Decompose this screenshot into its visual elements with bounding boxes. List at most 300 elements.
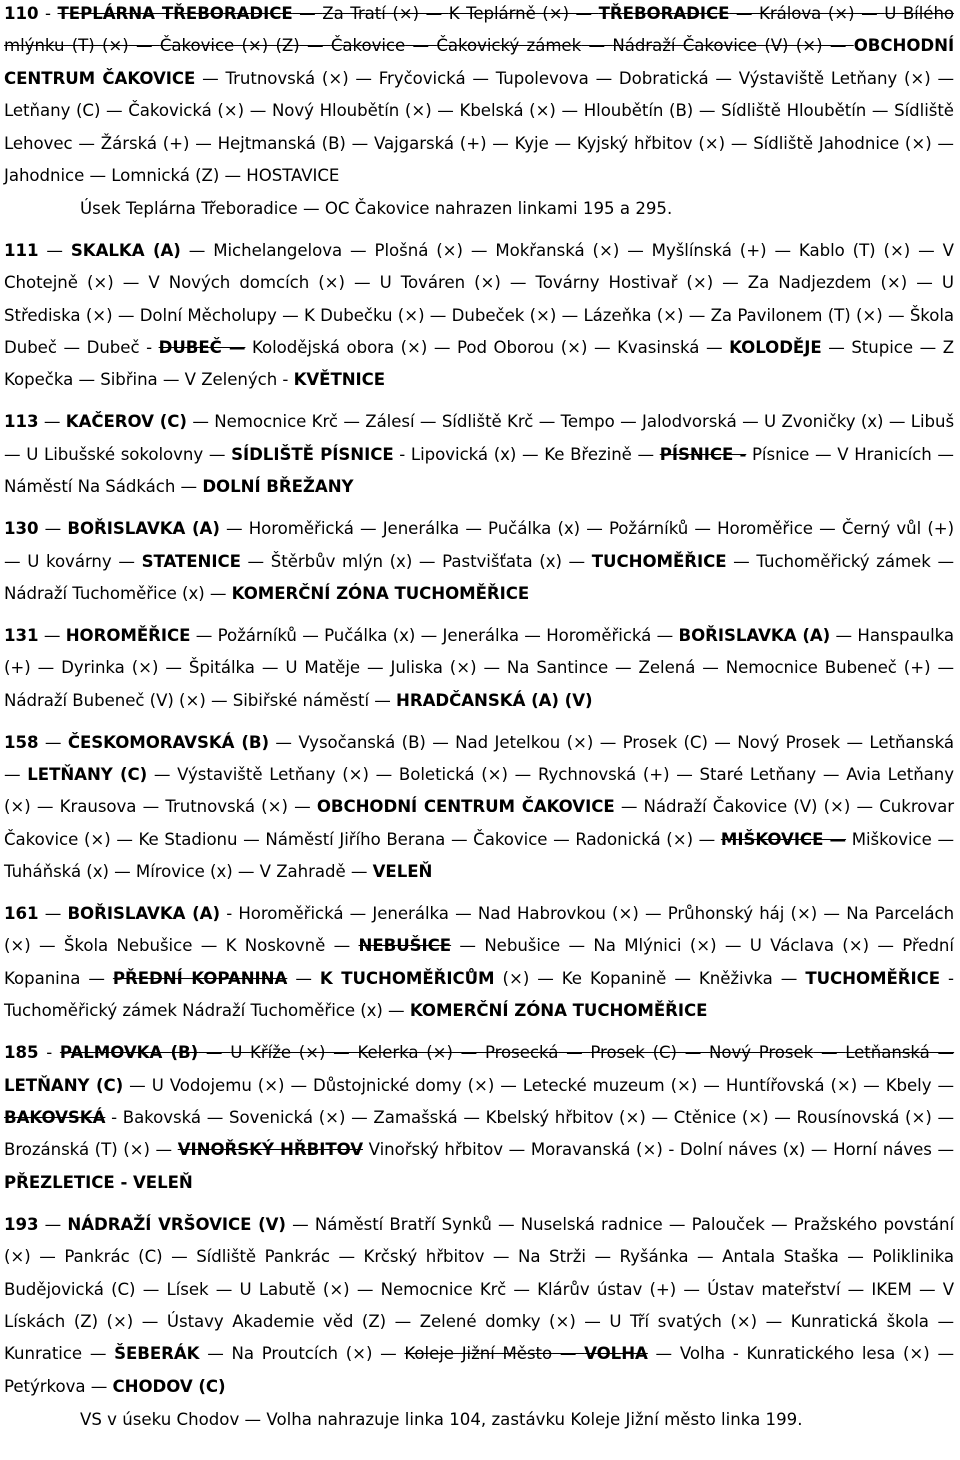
stop-name: Nad Jetelkou (×) bbox=[455, 732, 594, 752]
stop-name: Zamašská bbox=[373, 1108, 458, 1127]
separator: — bbox=[931, 1108, 955, 1127]
stop-name: Nádraží Tuchoměřice (x) bbox=[182, 1001, 383, 1021]
stop-name: Nad Habrovkou (×) bbox=[477, 904, 639, 924]
stop-name: Ke Stadionu bbox=[138, 829, 238, 849]
stop-name: U Kříže (×) bbox=[230, 1043, 326, 1063]
separator: — bbox=[476, 658, 507, 678]
separator: — bbox=[38, 904, 68, 924]
route-185 bbox=[4, 1037, 954, 1199]
stop-name: KVĚTNICE bbox=[293, 370, 386, 390]
stop-name: DOLNÍ BŘEŽANY bbox=[202, 477, 354, 497]
route-number: 193 bbox=[4, 1214, 39, 1234]
stop-name: Černý vůl (+) bbox=[841, 519, 955, 539]
separator: — bbox=[638, 904, 668, 924]
stop-name: Rousínovská (×) bbox=[796, 1108, 932, 1127]
stop-name: Jalodvorská bbox=[642, 412, 737, 432]
separator: — bbox=[548, 133, 577, 153]
stop-name: Krausova bbox=[59, 797, 137, 817]
stop-name: Letňanská bbox=[869, 732, 954, 752]
separator: — bbox=[431, 101, 460, 121]
stop-name: K Dubečku (×) bbox=[303, 305, 425, 325]
separator: — bbox=[882, 305, 910, 325]
separator: — bbox=[345, 1108, 374, 1127]
separator: — bbox=[588, 68, 619, 88]
stop-name: Čakovice (×) (Z) bbox=[159, 36, 300, 56]
separator: — bbox=[930, 658, 954, 678]
stop-name: Kbelská (×) bbox=[459, 101, 556, 121]
separator: - bbox=[220, 904, 239, 924]
stop-name: Na Mlýnici (×) bbox=[593, 936, 717, 956]
stop-name: Za Nadjezdem (×) bbox=[747, 273, 908, 293]
stop-name: Na Proutcích (×) bbox=[231, 1344, 373, 1364]
separator: — bbox=[201, 1108, 229, 1127]
separator: — bbox=[110, 829, 139, 849]
separator: — bbox=[725, 133, 754, 153]
stop-name: NEBUŠICE bbox=[358, 936, 452, 956]
separator: — bbox=[180, 240, 214, 260]
separator: — bbox=[662, 1214, 692, 1234]
separator: — bbox=[369, 690, 397, 710]
separator: — bbox=[928, 1311, 955, 1331]
separator: — bbox=[175, 477, 203, 497]
separator: — bbox=[575, 1311, 610, 1331]
separator: — bbox=[486, 133, 515, 153]
stop-name: PALMOVKA (B) bbox=[59, 1043, 199, 1063]
stop-name: VOLHA bbox=[584, 1344, 648, 1364]
separator: — bbox=[669, 764, 700, 784]
separator: — bbox=[560, 936, 594, 956]
separator: — bbox=[269, 732, 299, 752]
separator: — bbox=[4, 551, 28, 571]
separator: — bbox=[80, 968, 113, 988]
separator: - bbox=[105, 1108, 123, 1127]
separator: — bbox=[631, 444, 660, 464]
stop-name: K Teplárně (×) bbox=[448, 4, 570, 23]
separator: — bbox=[415, 625, 443, 645]
separator: — bbox=[931, 1075, 955, 1095]
stop-name: Ryšánka bbox=[619, 1247, 689, 1267]
stop-name: Sídliště Jahodnice (×) bbox=[753, 133, 932, 153]
route-note: Úsek Teplárna Třeboradice — OC Čakovice nahrazen linkami 195 a 295. bbox=[80, 198, 673, 218]
stop-name: VINOŘSKÝ HŘBITOV bbox=[177, 1140, 364, 1160]
stop-name: Hejtmanská (B) bbox=[217, 133, 346, 153]
stop-name: Vinořský hřbitov bbox=[368, 1140, 504, 1160]
stop-name: Požárníků bbox=[608, 519, 689, 539]
separator: — bbox=[189, 133, 218, 153]
stop-name: Za Tratí (×) bbox=[322, 4, 420, 23]
separator: — bbox=[561, 551, 592, 571]
stop-name: Staré Letňany bbox=[699, 764, 817, 784]
separator: — bbox=[100, 101, 129, 121]
stop-name: Rychnovská (+) bbox=[537, 764, 670, 784]
separator: — bbox=[713, 273, 748, 293]
stop-name: Čakovický zámek bbox=[436, 36, 582, 56]
separator: — bbox=[203, 444, 232, 464]
separator: — bbox=[157, 370, 185, 390]
separator: — bbox=[736, 412, 765, 432]
stop-name: U Střediska (×) bbox=[4, 273, 954, 325]
separator: — bbox=[199, 1344, 232, 1364]
stop-name: Nádraží Tuchoměřice (x) bbox=[4, 583, 205, 603]
stop-name: Kunratického lesa (×) bbox=[746, 1344, 930, 1364]
stop-name: Miškovice bbox=[851, 829, 932, 849]
separator bbox=[245, 338, 252, 357]
separator: — bbox=[296, 625, 325, 645]
stop-name: Ctěnice (×) bbox=[673, 1108, 769, 1127]
stop-name: Na Santince bbox=[506, 658, 609, 678]
separator: — bbox=[232, 862, 260, 882]
stop-name: Prosecká bbox=[484, 1043, 559, 1063]
stop-name: Koleje Jižní Město bbox=[404, 1344, 553, 1364]
stop-name: Horoměřická bbox=[238, 904, 344, 924]
stop-name: ŠEBERÁK bbox=[114, 1344, 200, 1364]
stop-name: Nebušice bbox=[484, 936, 561, 956]
stop-name: VELEŇ bbox=[372, 862, 433, 882]
separator: — bbox=[813, 1043, 846, 1063]
stop-name: KAČEROV (C) bbox=[65, 412, 187, 432]
stop-name: Jenerálka bbox=[442, 625, 519, 645]
separator: — bbox=[448, 904, 478, 924]
stop-name: Nemocnice Krč bbox=[380, 1279, 507, 1299]
separator: — bbox=[931, 1140, 955, 1160]
separator: — bbox=[4, 444, 27, 464]
route-number: 158 bbox=[4, 732, 39, 752]
stop-name: Vysočanská (B) bbox=[298, 732, 426, 752]
separator: — bbox=[292, 4, 323, 23]
stop-name: Horoměřice bbox=[717, 519, 813, 539]
separator: — bbox=[757, 1311, 791, 1331]
stop-name: PŘEDNÍ KOPANINA bbox=[112, 968, 288, 988]
separator: — bbox=[342, 240, 375, 260]
route-number: 131 bbox=[4, 625, 39, 645]
route-110 bbox=[4, 0, 954, 192]
stop-name: Sibiřské náměstí bbox=[232, 690, 370, 710]
stop-name: Stupice bbox=[851, 338, 913, 358]
stop-name: BOŘISLAVKA (A) bbox=[67, 904, 221, 924]
separator: — bbox=[329, 1247, 364, 1267]
separator: — bbox=[30, 658, 62, 678]
stop-name: Horní náves bbox=[833, 1140, 932, 1160]
stop-name: Hanspaulka (+) bbox=[4, 625, 955, 678]
separator: — bbox=[412, 551, 443, 571]
separator: — bbox=[506, 1279, 538, 1299]
separator: — bbox=[821, 338, 852, 358]
stop-name: TUCHOMĚŘICE bbox=[805, 968, 941, 988]
stop-name: Kbelský hřbitov (×) bbox=[485, 1108, 646, 1127]
separator: — bbox=[147, 764, 178, 784]
stop-name: CHODOV (C) bbox=[112, 1376, 226, 1396]
stop-name: Brozánská (T) (×) bbox=[4, 1140, 150, 1160]
separator: — bbox=[237, 829, 266, 849]
stop-name: Dobratická bbox=[618, 68, 709, 88]
stop-name: Zelené domky (×) bbox=[419, 1311, 576, 1331]
stop-name: Škola Dubeč bbox=[4, 305, 955, 358]
separator: — bbox=[869, 936, 903, 956]
stop-name: Nemocnice Bubeneč (+) bbox=[725, 658, 931, 678]
separator: — bbox=[726, 551, 757, 571]
stop-name: Továrny Hostivař (×) bbox=[535, 273, 714, 293]
separator: — bbox=[484, 1247, 518, 1267]
separator: — bbox=[840, 1279, 872, 1299]
separator: — bbox=[344, 273, 380, 293]
stop-name: TŘEBORADICE bbox=[598, 4, 730, 23]
stop-name: Kněživka bbox=[698, 968, 773, 988]
separator: — bbox=[452, 1043, 485, 1063]
stop-name: Palouček bbox=[691, 1214, 765, 1234]
separator: — bbox=[459, 519, 489, 539]
stop-name: BOŘISLAVKA (A) bbox=[67, 519, 220, 539]
stop-name: Michelangelova bbox=[213, 240, 343, 260]
separator: — bbox=[507, 764, 538, 784]
stop-name: U Továren (×) bbox=[379, 273, 501, 293]
stop-name: Sovenická (×) bbox=[229, 1108, 346, 1127]
stop-name: Tuháňská (x) bbox=[4, 862, 109, 882]
separator: — bbox=[805, 1140, 834, 1160]
separator: — bbox=[585, 1247, 620, 1267]
separator: — bbox=[558, 1043, 591, 1063]
stop-name: Kyjský hřbitov (×) bbox=[576, 133, 726, 153]
separator: — bbox=[883, 412, 911, 432]
stop-name: IKEM bbox=[871, 1279, 912, 1299]
stop-name: Kyje bbox=[514, 133, 549, 153]
separator: — bbox=[4, 764, 28, 784]
separator: — bbox=[569, 4, 599, 23]
separator: — bbox=[405, 36, 437, 56]
separator: — bbox=[190, 625, 218, 645]
stop-name: TUCHOMĚŘICE bbox=[591, 551, 727, 571]
stop-name: HRADČANSKÁ (A) (V) bbox=[396, 690, 593, 710]
separator: — bbox=[72, 133, 101, 153]
stop-name: Radonická (×) bbox=[575, 829, 693, 849]
stop-name: Boletická (×) bbox=[398, 764, 508, 784]
stop-name: K Noskovně bbox=[225, 936, 326, 956]
stop-name: Požárníků bbox=[217, 625, 297, 645]
stop-name: Pod Oborou (×) bbox=[457, 338, 588, 358]
separator: — bbox=[287, 797, 317, 817]
stop-name: K TUCHOMĚŘICŮM bbox=[319, 968, 495, 988]
stop-name: Sídliště Krč bbox=[441, 412, 534, 432]
separator: — bbox=[195, 68, 226, 88]
separator: — bbox=[284, 1075, 313, 1095]
separator: — bbox=[162, 1247, 197, 1267]
stop-name: BAKOVSKÁ bbox=[4, 1108, 106, 1127]
separator: — bbox=[518, 625, 547, 645]
stop-name: Písnice bbox=[751, 444, 810, 464]
stop-name: Čakovice bbox=[330, 36, 406, 56]
separator: - bbox=[940, 968, 954, 988]
stop-name: Tempo bbox=[560, 412, 615, 432]
separator: — bbox=[707, 732, 738, 752]
stop-name: Kunratice bbox=[4, 1344, 83, 1364]
stop-name: Bakovská bbox=[122, 1108, 202, 1127]
separator: — bbox=[693, 101, 722, 121]
separator: — bbox=[372, 1344, 405, 1364]
stop-name: V Zahradě bbox=[259, 862, 346, 882]
stop-name: Průhonský háj (×) bbox=[667, 904, 818, 924]
separator: — bbox=[84, 166, 112, 186]
separator: — bbox=[587, 338, 618, 358]
route-111 bbox=[4, 235, 954, 397]
stop-name: Žárská (+) bbox=[100, 133, 190, 153]
stop-name: Pražského povstání (×) bbox=[4, 1214, 955, 1267]
stop-name: Čakovice bbox=[473, 829, 548, 849]
separator: — bbox=[651, 625, 679, 645]
separator: — bbox=[136, 797, 166, 817]
stop-name: Pučálka (x) bbox=[324, 625, 416, 645]
separator: (×) — bbox=[494, 968, 562, 988]
stop-name: Kbely bbox=[885, 1075, 932, 1095]
separator: — bbox=[337, 412, 366, 432]
separator: — bbox=[30, 936, 64, 956]
stop-name: LETŇANY (C) bbox=[27, 764, 148, 784]
separator: — bbox=[30, 1247, 65, 1267]
separator: — bbox=[353, 519, 383, 539]
stop-name: KOMERČNÍ ZÓNA TUCHOMĚŘICE bbox=[409, 1001, 708, 1021]
route-158 bbox=[4, 727, 954, 889]
stop-name: Vajgarská (+) bbox=[373, 133, 487, 153]
stop-name: Jahodnice bbox=[4, 166, 85, 186]
separator: — bbox=[457, 1108, 486, 1127]
separator: — bbox=[866, 101, 895, 121]
separator: - bbox=[277, 370, 294, 390]
separator: — bbox=[822, 36, 854, 56]
stop-name: Dolní náves (x) bbox=[679, 1140, 806, 1160]
separator: — bbox=[929, 1344, 954, 1364]
route-number: 130 bbox=[4, 519, 39, 539]
separator: — bbox=[348, 68, 379, 88]
stop-name: Náměstí Jiřího Berana bbox=[265, 829, 446, 849]
separator: — bbox=[345, 862, 373, 882]
stop-name: Špitálka bbox=[188, 658, 255, 678]
stop-name: PÍSNICE - bbox=[659, 444, 747, 464]
separator: — bbox=[593, 732, 623, 752]
stop-name: KOLODĚJE bbox=[729, 338, 822, 358]
separator: — bbox=[619, 240, 652, 260]
separator: — bbox=[645, 1108, 674, 1127]
separator: — bbox=[135, 1279, 167, 1299]
separator: — bbox=[614, 797, 644, 817]
separator: — bbox=[254, 658, 286, 678]
stop-name: Horoměřická bbox=[248, 519, 354, 539]
stop-name: U Vodojemu (×) bbox=[151, 1075, 285, 1095]
stop-name: Za Pavilonem (T) (×) bbox=[710, 305, 883, 325]
route-131 bbox=[4, 620, 954, 717]
separator: — bbox=[910, 240, 943, 260]
separator: — bbox=[533, 412, 561, 432]
stop-name: Sídliště Pankrác bbox=[196, 1247, 330, 1267]
stop-name: U Zvoničky (x) bbox=[764, 412, 884, 432]
separator: — bbox=[688, 519, 718, 539]
separator: — bbox=[491, 1214, 521, 1234]
stop-name: U Bílého mlýnku (T) (×) bbox=[4, 4, 955, 56]
separator: — bbox=[149, 1140, 178, 1160]
separator: — bbox=[208, 1279, 240, 1299]
stop-name: Trutnovská (×) bbox=[225, 68, 349, 88]
stop-name: Tuchoměřický zámek bbox=[4, 1001, 177, 1021]
stop-name: SKALKA (A) bbox=[70, 240, 181, 260]
stop-name: Sibřina bbox=[100, 370, 158, 390]
stop-name: Výstaviště Letňany (×) bbox=[738, 68, 931, 88]
stop-name: OBCHODNÍ CENTRUM ČAKOVICE bbox=[4, 36, 955, 88]
separator: — bbox=[112, 305, 140, 325]
separator: — bbox=[676, 1043, 709, 1063]
separator: — bbox=[123, 1075, 152, 1095]
separator: — bbox=[349, 1279, 381, 1299]
separator: - bbox=[393, 444, 411, 464]
separator: — bbox=[816, 764, 847, 784]
stop-name: Ústavy Akademie věd (Z) bbox=[166, 1311, 387, 1331]
separator: — bbox=[287, 968, 320, 988]
separator: — bbox=[38, 625, 66, 645]
stop-name: Prosek (C) bbox=[590, 1043, 677, 1063]
route-note: VS v úseku Chodov — Volha nahrazuje linka 104, zastávku Koleje Jižní město linka 199. bbox=[80, 1409, 803, 1429]
separator: — bbox=[38, 1214, 68, 1234]
separator: — bbox=[240, 551, 271, 571]
separator: — bbox=[580, 519, 609, 539]
separator: — bbox=[345, 133, 374, 153]
separator: - bbox=[662, 1140, 680, 1160]
separator: — bbox=[931, 829, 954, 849]
stop-name: Mírovice (x) bbox=[135, 862, 233, 882]
stop-name: ČESKOMORAVSKÁ (B) bbox=[67, 732, 270, 752]
stop-name: Huntířovská (×) bbox=[725, 1075, 858, 1095]
separator: — bbox=[424, 305, 452, 325]
stop-name: MIŠKOVICE — bbox=[720, 829, 847, 849]
stop-name: Tuchoměřický zámek bbox=[756, 551, 931, 571]
stop-name: U kovárny bbox=[27, 551, 112, 571]
stop-name: Hloubětín (B) bbox=[583, 101, 694, 121]
separator: — bbox=[427, 338, 458, 358]
stop-name: Důstojnické domy (×) bbox=[313, 1075, 495, 1095]
separator: — bbox=[500, 273, 536, 293]
route-113 bbox=[4, 406, 954, 503]
separator: — bbox=[857, 1075, 886, 1095]
stop-name: Tupolevova bbox=[495, 68, 589, 88]
stop-name: Na Parcelách (×) bbox=[4, 904, 955, 956]
separator: — bbox=[276, 305, 304, 325]
separator: — bbox=[219, 519, 249, 539]
stop-name: Dubeč bbox=[86, 338, 140, 358]
separator: — bbox=[930, 68, 955, 88]
stop-name: V Lískách (Z) (×) bbox=[4, 1279, 955, 1331]
stop-name: U Václava (×) bbox=[749, 936, 869, 956]
stop-name: Dolní Měcholupy bbox=[139, 305, 277, 325]
separator: — bbox=[697, 1075, 726, 1095]
stop-name: Čakovická (×) bbox=[128, 101, 245, 121]
stop-name: Antala Staška bbox=[722, 1247, 839, 1267]
separator: — bbox=[931, 133, 954, 153]
stop-name: Kvasinská bbox=[617, 338, 700, 358]
separator: — bbox=[108, 862, 136, 882]
separator: — bbox=[683, 305, 711, 325]
stop-name: Letňany (C) bbox=[4, 101, 101, 121]
stop-name: Lísek bbox=[166, 1279, 209, 1299]
stop-name: Lomnická (Z) bbox=[111, 166, 220, 186]
stop-name: TEPLÁRNA TŘEBORADICE bbox=[57, 4, 293, 23]
stop-name: Plošná (×) bbox=[374, 240, 463, 260]
separator: - bbox=[139, 338, 159, 358]
separator: — bbox=[913, 338, 943, 358]
separator: — bbox=[38, 240, 71, 260]
separator: — bbox=[614, 412, 643, 432]
stop-name: Nový Prosek bbox=[737, 732, 841, 752]
stop-name: Volha bbox=[679, 1344, 726, 1364]
stop-name: Nuselská radnice bbox=[520, 1214, 663, 1234]
stop-name: Libuš bbox=[910, 412, 955, 432]
separator: — bbox=[133, 1311, 167, 1331]
separator: — bbox=[608, 658, 639, 678]
separator: — bbox=[30, 797, 60, 817]
